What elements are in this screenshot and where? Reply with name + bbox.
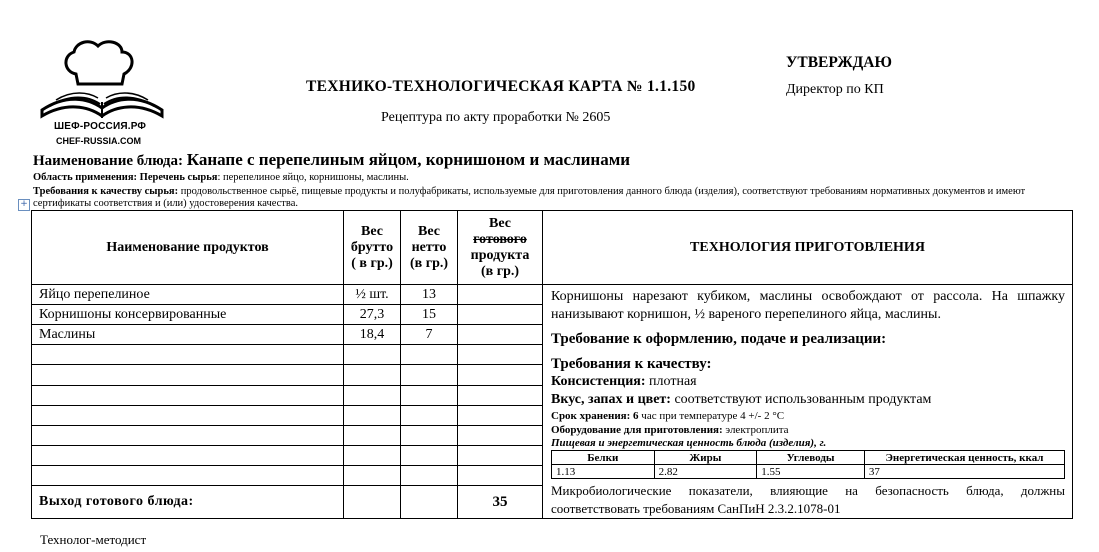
storage-value: час при температуре 4 +/- 2 [638, 410, 773, 422]
design-requirements: Требование к оформлению, подаче и реализации: [551, 331, 887, 347]
taste-label: Вкус, запах и цвет: [551, 392, 671, 407]
product-name: Яйцо перепелиное [32, 285, 344, 305]
logo [36, 38, 168, 150]
product-name: Маслины [32, 325, 344, 345]
raw-quality-label: Требования к качеству сырья: [33, 186, 179, 197]
header-gross-line2: брутто [350, 239, 394, 255]
recipe-subtitle: Рецептура по акту проработки № 2605 [381, 110, 611, 125]
product-name: Корнишоны консервированные [32, 305, 344, 325]
application-area [33, 172, 409, 183]
storage-label: Срок хранения: 6 [551, 410, 639, 422]
product-net: 15 [401, 305, 458, 325]
nutrition-header: Углеводы [757, 451, 865, 465]
dish-line [33, 150, 630, 170]
nutrition-title: Пищевая и энергетическая ценность блюда (изделия), г. [551, 437, 827, 449]
nutrition-header: Жиры [654, 451, 757, 465]
quality-requirements: Требования к качеству: [551, 356, 712, 372]
nutrition-value: 2.82 [654, 465, 757, 479]
product-gross: ½ шт. [344, 285, 401, 305]
nutrition-table [551, 450, 1065, 479]
product-net: 13 [401, 285, 458, 305]
table-move-handle-icon[interactable]: + [18, 199, 30, 211]
header-net-line1: Вес [418, 223, 440, 239]
header-gross [344, 211, 401, 285]
product-gross: 27,3 [344, 305, 401, 325]
product-ready [458, 285, 543, 305]
header-product: Наименование продуктов [32, 211, 344, 285]
header-net-line3: (в гр.) [409, 255, 449, 271]
raw-list-text: : перепелиное яйцо, корнишоны, маслины. [217, 172, 409, 183]
nutrition-value-row [552, 465, 1065, 479]
header-ready-line2: готового [473, 231, 527, 247]
header-gross-line1: Вес [361, 223, 383, 239]
raw-quality-text: продовольственное сырьё, пищевые продукты и полуфабрикаты, используемые для приготовления данного блюда (изделия), соответствуют требованиям нормативных документов и имеют сертификаты соответствия и (или) удостоверения качества. [33, 186, 1026, 209]
equipment-label: Оборудование для приготовления: [551, 424, 723, 436]
area-label: Область применения: [33, 172, 140, 183]
footer-technologist: Технолог-методист [40, 532, 147, 547]
equipment-line [551, 423, 1065, 437]
header-ready-line3: продукта [470, 247, 530, 263]
raw-list-label: Перечень сырья [139, 172, 218, 183]
taste-value: соответствуют использованным продуктам [670, 392, 932, 407]
logo-text-en: CHEF-RUSSIA.COM [56, 136, 141, 146]
header-technology: ТЕХНОЛОГИЯ ПРИГОТОВЛЕНИЯ [543, 211, 1073, 285]
nutrition-header-row [552, 451, 1065, 465]
storage-unit: °С [772, 410, 785, 422]
nutrition-header: Энергетическая ценность, ккал [864, 451, 1064, 465]
table-header-row [32, 211, 1073, 285]
logo-text-ru: ШЕФ-РОССИЯ.РФ [54, 121, 147, 132]
product-ready [458, 325, 543, 345]
microbiology-text: Микробиологические показатели, влияющие на безопасность блюда, должны соответствовать требованиям СанПиН 2.3.2.1078-01 [551, 483, 1065, 516]
director-label: Директор по КП [786, 82, 884, 97]
output-label: Выход готового блюда: [32, 486, 344, 519]
taste-line [551, 391, 1065, 409]
storage-line [551, 409, 1065, 423]
nutrition-value: 37 [864, 465, 1064, 479]
consistency-line [551, 373, 1065, 391]
technology-cell [543, 285, 1073, 519]
dish-name: Канапе с перепелиным яйцом, корнишоном и маслинами [186, 150, 631, 169]
card-title: ТЕХНИКО-ТЕХНОЛОГИЧЕСКАЯ КАРТА № 1.1.150 [306, 78, 696, 95]
chef-hat-book-icon [36, 38, 168, 124]
nutrition-value: 1.55 [757, 465, 865, 479]
nutrition-value: 1.13 [552, 465, 655, 479]
equipment-value: электроплита [722, 424, 789, 436]
technology-text: Корнишоны нарезают кубиком, маслины освобождают от рассола. На шпажку нанизывают корнишон, ½ вареного перепелиного яйца, маслины. [551, 289, 1065, 322]
header-ready-line4: (в гр.) [480, 263, 520, 279]
approve-label: УТВЕРЖДАЮ [786, 54, 892, 71]
raw-quality-requirements [33, 186, 1073, 210]
header-ready [458, 211, 543, 285]
nutrition-header: Белки [552, 451, 655, 465]
consistency-value: плотная [645, 374, 697, 389]
dish-label: Наименование блюда: [33, 153, 187, 169]
product-ready [458, 305, 543, 325]
header-net [401, 211, 458, 285]
header-net-line2: нетто [411, 239, 447, 255]
consistency-label: Консистенция: [551, 374, 646, 389]
header-ready-line1: Вес [489, 215, 511, 231]
product-net: 7 [401, 325, 458, 345]
product-gross: 18,4 [344, 325, 401, 345]
recipe-table [31, 210, 1073, 519]
header-gross-line3: ( в гр.) [351, 255, 393, 271]
output-value: 35 [458, 486, 543, 519]
table-row [32, 285, 1073, 305]
